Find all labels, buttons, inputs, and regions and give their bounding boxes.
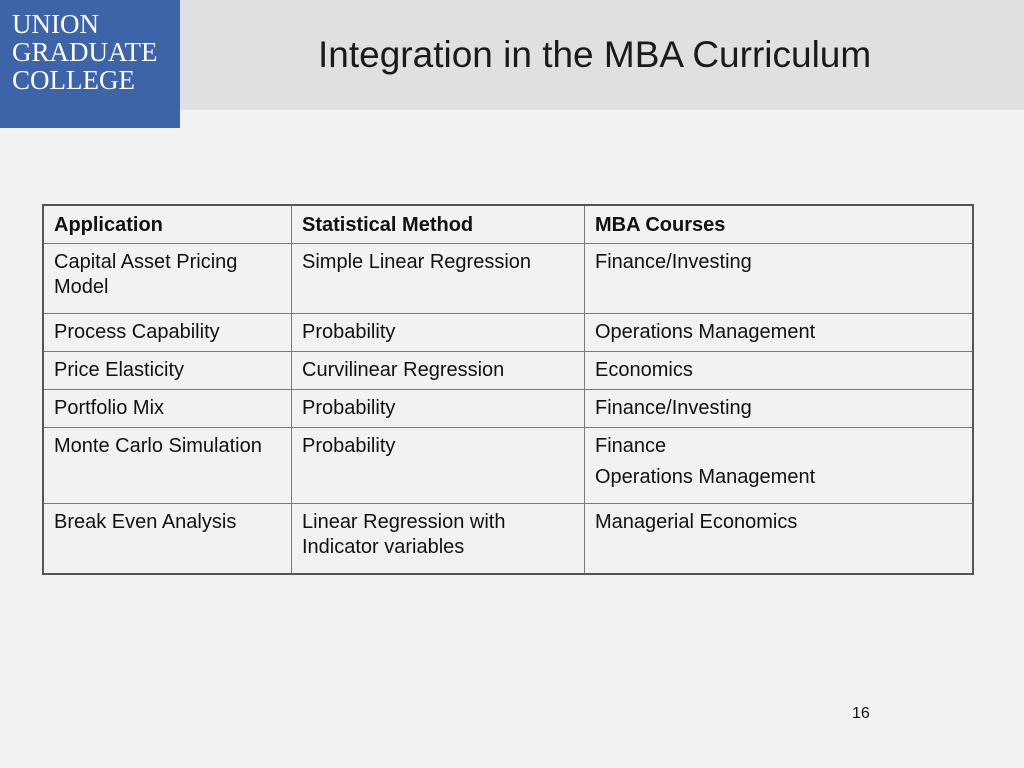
cell-mba-courses bbox=[585, 504, 974, 575]
cell-application: Monte Carlo Simulation bbox=[43, 428, 292, 504]
course-item: Finance bbox=[595, 435, 667, 457]
table-row bbox=[43, 352, 973, 390]
logo-line-1: UNION bbox=[12, 9, 99, 39]
cell-application: Process Capability bbox=[43, 314, 292, 352]
table-row bbox=[43, 244, 973, 314]
slide-title: Integration in the MBA Curriculum bbox=[318, 34, 872, 75]
cell-statistical-method: Linear Regression with Indicator variables bbox=[292, 504, 585, 575]
cell-application: Price Elasticity bbox=[43, 352, 292, 390]
course-item: Operations Management bbox=[595, 466, 816, 488]
course-item: Economics bbox=[595, 359, 693, 381]
header-mba-courses: MBA Courses bbox=[585, 205, 974, 244]
cell-mba-courses bbox=[585, 314, 974, 352]
union-graduate-college-logo bbox=[0, 0, 180, 128]
curriculum-table bbox=[42, 204, 974, 575]
cell-statistical-method: Probability bbox=[292, 428, 585, 504]
header-application: Application bbox=[43, 205, 292, 244]
course-item: Finance/Investing bbox=[595, 251, 752, 273]
cell-mba-courses bbox=[585, 428, 974, 504]
cell-application: Capital Asset Pricing Model bbox=[43, 244, 292, 314]
cell-application: Portfolio Mix bbox=[43, 390, 292, 428]
course-item: Operations Management bbox=[595, 321, 816, 343]
logo-line-2: GRADUATE bbox=[12, 37, 158, 67]
cell-statistical-method: Probability bbox=[292, 390, 585, 428]
cell-mba-courses bbox=[585, 244, 974, 314]
cell-mba-courses bbox=[585, 390, 974, 428]
table-header-row bbox=[43, 205, 973, 244]
header-statistical-method: Statistical Method bbox=[292, 205, 585, 244]
course-item: Managerial Economics bbox=[595, 511, 798, 533]
cell-statistical-method: Probability bbox=[292, 314, 585, 352]
table-row bbox=[43, 390, 973, 428]
logo-line-3: COLLEGE bbox=[12, 65, 135, 95]
table-row bbox=[43, 428, 973, 504]
table-row bbox=[43, 504, 973, 575]
cell-statistical-method: Curvilinear Regression bbox=[292, 352, 585, 390]
table-row bbox=[43, 314, 973, 352]
course-item: Finance/Investing bbox=[595, 397, 752, 419]
page-number: 16 bbox=[852, 705, 870, 722]
cell-statistical-method: Simple Linear Regression bbox=[292, 244, 585, 314]
cell-application: Break Even Analysis bbox=[43, 504, 292, 575]
cell-mba-courses bbox=[585, 352, 974, 390]
